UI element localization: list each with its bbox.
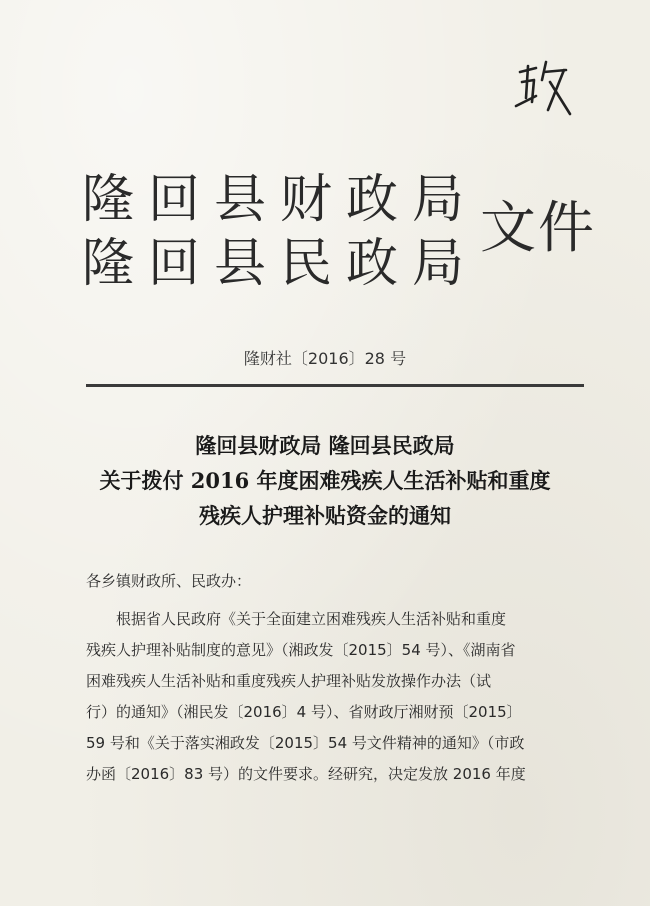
body-text-line: 残疾人护理补贴制度的意见》（湘政发〔2015〕54 号）、《湖南省 bbox=[86, 641, 516, 659]
title-line: 残疾人护理补贴资金的通知 bbox=[199, 503, 451, 528]
body-text-line: 行）的通知》（湘民发〔2016〕4 号）、省财政厅湘财预〔2015〕 bbox=[86, 703, 522, 721]
body-text-line: 根据省人民政府《关于全面建立困难残疾人生活补贴和重度 bbox=[116, 610, 507, 628]
body-text-line: 59 号和《关于落实湘政发〔2015〕54 号文件精神的通知》（市政 bbox=[86, 734, 525, 752]
notice-title bbox=[0, 428, 650, 533]
document-label: 文件 bbox=[480, 196, 596, 261]
notice-body bbox=[86, 568, 580, 790]
salutation: 各乡镇财政所、民政办： bbox=[86, 572, 252, 590]
body-text-line: 困难残疾人生活补贴和重度残疾人护理补贴发放操作办法（试 bbox=[86, 672, 492, 690]
body-text-line: 办函〔2016〕83 号）的文件要求。经研究，决定发放 2016 年度 bbox=[86, 765, 526, 783]
title-line: 关于拨付 2016 年度困难残疾人生活补贴和重度 bbox=[99, 468, 551, 493]
header-divider bbox=[86, 384, 584, 387]
handwritten-annotation bbox=[514, 58, 574, 120]
document-number: 隆财社〔2016〕28 号 bbox=[243, 349, 407, 368]
title-line: 隆回县财政局 隆回县民政局 bbox=[195, 433, 455, 458]
agency-name-civil-affairs: 隆回县民政局 bbox=[82, 234, 479, 294]
issuing-agencies bbox=[82, 168, 482, 296]
agency-name-finance: 隆回县财政局 bbox=[82, 170, 479, 230]
